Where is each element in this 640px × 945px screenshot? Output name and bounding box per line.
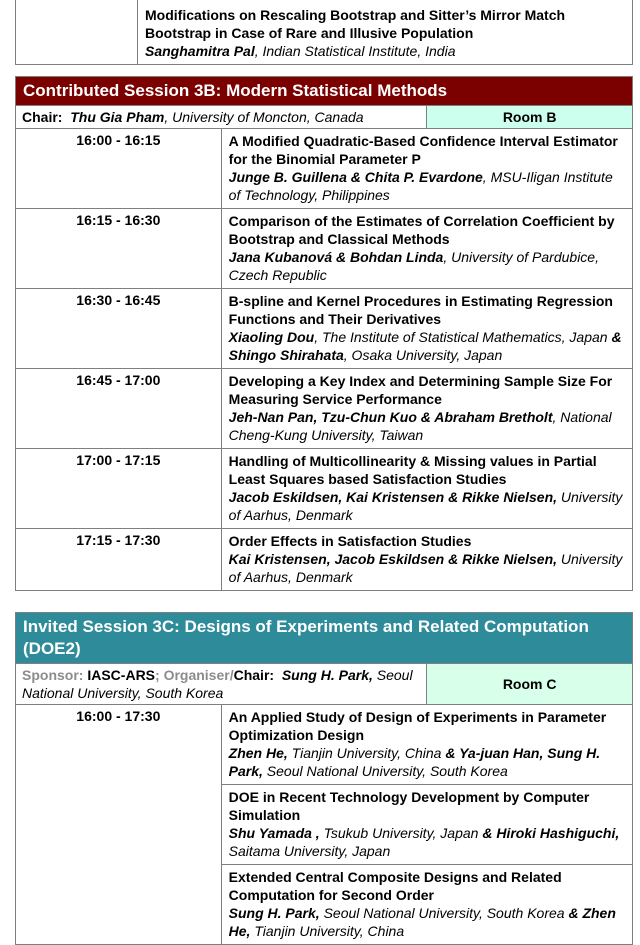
talk-time: 16:15 - 16:30 bbox=[16, 209, 222, 289]
talk-authors: Zhen He, Tianjin University, China & Ya-juan Han, Sung H. Park, Seoul National University, South Korea bbox=[228, 745, 601, 779]
talk-authors: Jana Kubanová & Bohdan Linda, University of Pardubice, Czech Republic bbox=[228, 249, 599, 283]
talk-title: Modifications on Rescaling Bootstrap and Sitter’s Mirror Match Bootstrap in Case of Rare and Illusive Population bbox=[145, 7, 566, 41]
talk-cell bbox=[221, 785, 632, 865]
talk-title: DOE in Recent Technology Development by Computer Simulation bbox=[228, 789, 590, 823]
table-row bbox=[16, 289, 633, 369]
talk-authors: Sung H. Park, Seoul National University, South Korea & Zhen He, Tianjin University, China bbox=[228, 905, 616, 939]
table-row bbox=[16, 209, 633, 289]
talk-time: 16:45 - 17:00 bbox=[16, 369, 222, 449]
session-header bbox=[16, 613, 633, 664]
talk-title: Order Effects in Satisfaction Studies bbox=[228, 533, 472, 549]
table-row bbox=[16, 529, 633, 591]
room-badge: Room C bbox=[427, 664, 633, 705]
table-row bbox=[16, 449, 633, 529]
talk-title: Handling of Multicollinearity & Missing values in Partial Least Squares based Satisfaction Studies bbox=[228, 453, 597, 487]
session-header bbox=[16, 77, 633, 106]
time-cell bbox=[16, 0, 138, 65]
session-title: Invited Session 3C: Designs of Experiments and Related Computation (DOE2) bbox=[16, 613, 633, 664]
talk-title: Comparison of the Estimates of Correlation Coefficient by Bootstrap and Classical Methods bbox=[228, 213, 615, 247]
talk-cell bbox=[221, 369, 632, 449]
table-row bbox=[16, 705, 633, 785]
talk-cell bbox=[221, 289, 632, 369]
talk-time: 16:30 - 16:45 bbox=[16, 289, 222, 369]
talk-time: 16:00 - 16:15 bbox=[16, 129, 222, 209]
talk-cell bbox=[221, 449, 632, 529]
talk-time: 17:15 - 17:30 bbox=[16, 529, 222, 591]
chair-info: Sponsor: IASC-ARS; Organiser/Chair: Sung H. Park, Seoul National University, South Korea bbox=[16, 664, 427, 705]
talk-cell bbox=[221, 529, 632, 591]
talk-authors: Jeh-Nan Pan, Tzu-Chun Kuo & Abraham Bretholt, National Cheng-Kung University, Taiwan bbox=[228, 409, 612, 443]
talk-time: 17:00 - 17:15 bbox=[16, 449, 222, 529]
talk-authors: Junge B. Guillena & Chita P. Evardone, MSU-Iligan Institute of Technology, Philippines bbox=[228, 169, 613, 203]
talk-authors: Sanghamitra Pal, Indian Statistical Institute, India bbox=[145, 43, 456, 59]
talk-cell bbox=[221, 705, 632, 785]
table-row bbox=[16, 369, 633, 449]
talk-cell bbox=[138, 0, 633, 65]
talk-cell bbox=[221, 129, 632, 209]
talk-authors: Shu Yamada , Tsukub University, Japan & Hiroki Hashiguchi, Saitama University, Japan bbox=[228, 825, 620, 859]
room-badge: Room B bbox=[427, 106, 633, 129]
chair-info: Chair: Thu Gia Pham, University of Moncton, Canada bbox=[16, 106, 427, 129]
session-3b-table bbox=[15, 76, 633, 591]
talk-time: 16:00 - 17:30 bbox=[16, 705, 222, 945]
talk-authors: Jacob Eskildsen, Kai Kristensen & Rikke Nielsen, University of Aarhus, Denmark bbox=[228, 489, 623, 523]
table-row bbox=[16, 129, 633, 209]
talk-title: An Applied Study of Design of Experiments in Parameter Optimization Design bbox=[228, 709, 607, 743]
chair-row bbox=[16, 106, 633, 129]
talk-title: Developing a Key Index and Determining Sample Size For Measuring Service Performance bbox=[228, 373, 613, 407]
talk-cell bbox=[221, 209, 632, 289]
session-title: Contributed Session 3B: Modern Statistical Methods bbox=[16, 77, 633, 106]
talk-authors: Xiaoling Dou, The Institute of Statistical Mathematics, Japan & Shingo Shirahata, Osaka University, Japan bbox=[228, 329, 622, 363]
talk-cell bbox=[221, 865, 632, 945]
top-session-table bbox=[15, 0, 633, 65]
session-3c-table bbox=[15, 612, 633, 945]
talk-title: B-spline and Kernel Procedures in Estimating Regression Functions and Their Derivatives bbox=[228, 293, 613, 327]
chair-row bbox=[16, 664, 633, 705]
talk-authors: Kai Kristensen, Jacob Eskildsen & Rikke Nielsen, University of Aarhus, Denmark bbox=[228, 551, 623, 585]
talk-title: Extended Central Composite Designs and Related Computation for Second Order bbox=[228, 869, 562, 903]
talk-title: A Modified Quadratic-Based Confidence Interval Estimator for the Binomial Parameter P bbox=[228, 133, 618, 167]
table-row bbox=[16, 0, 633, 65]
